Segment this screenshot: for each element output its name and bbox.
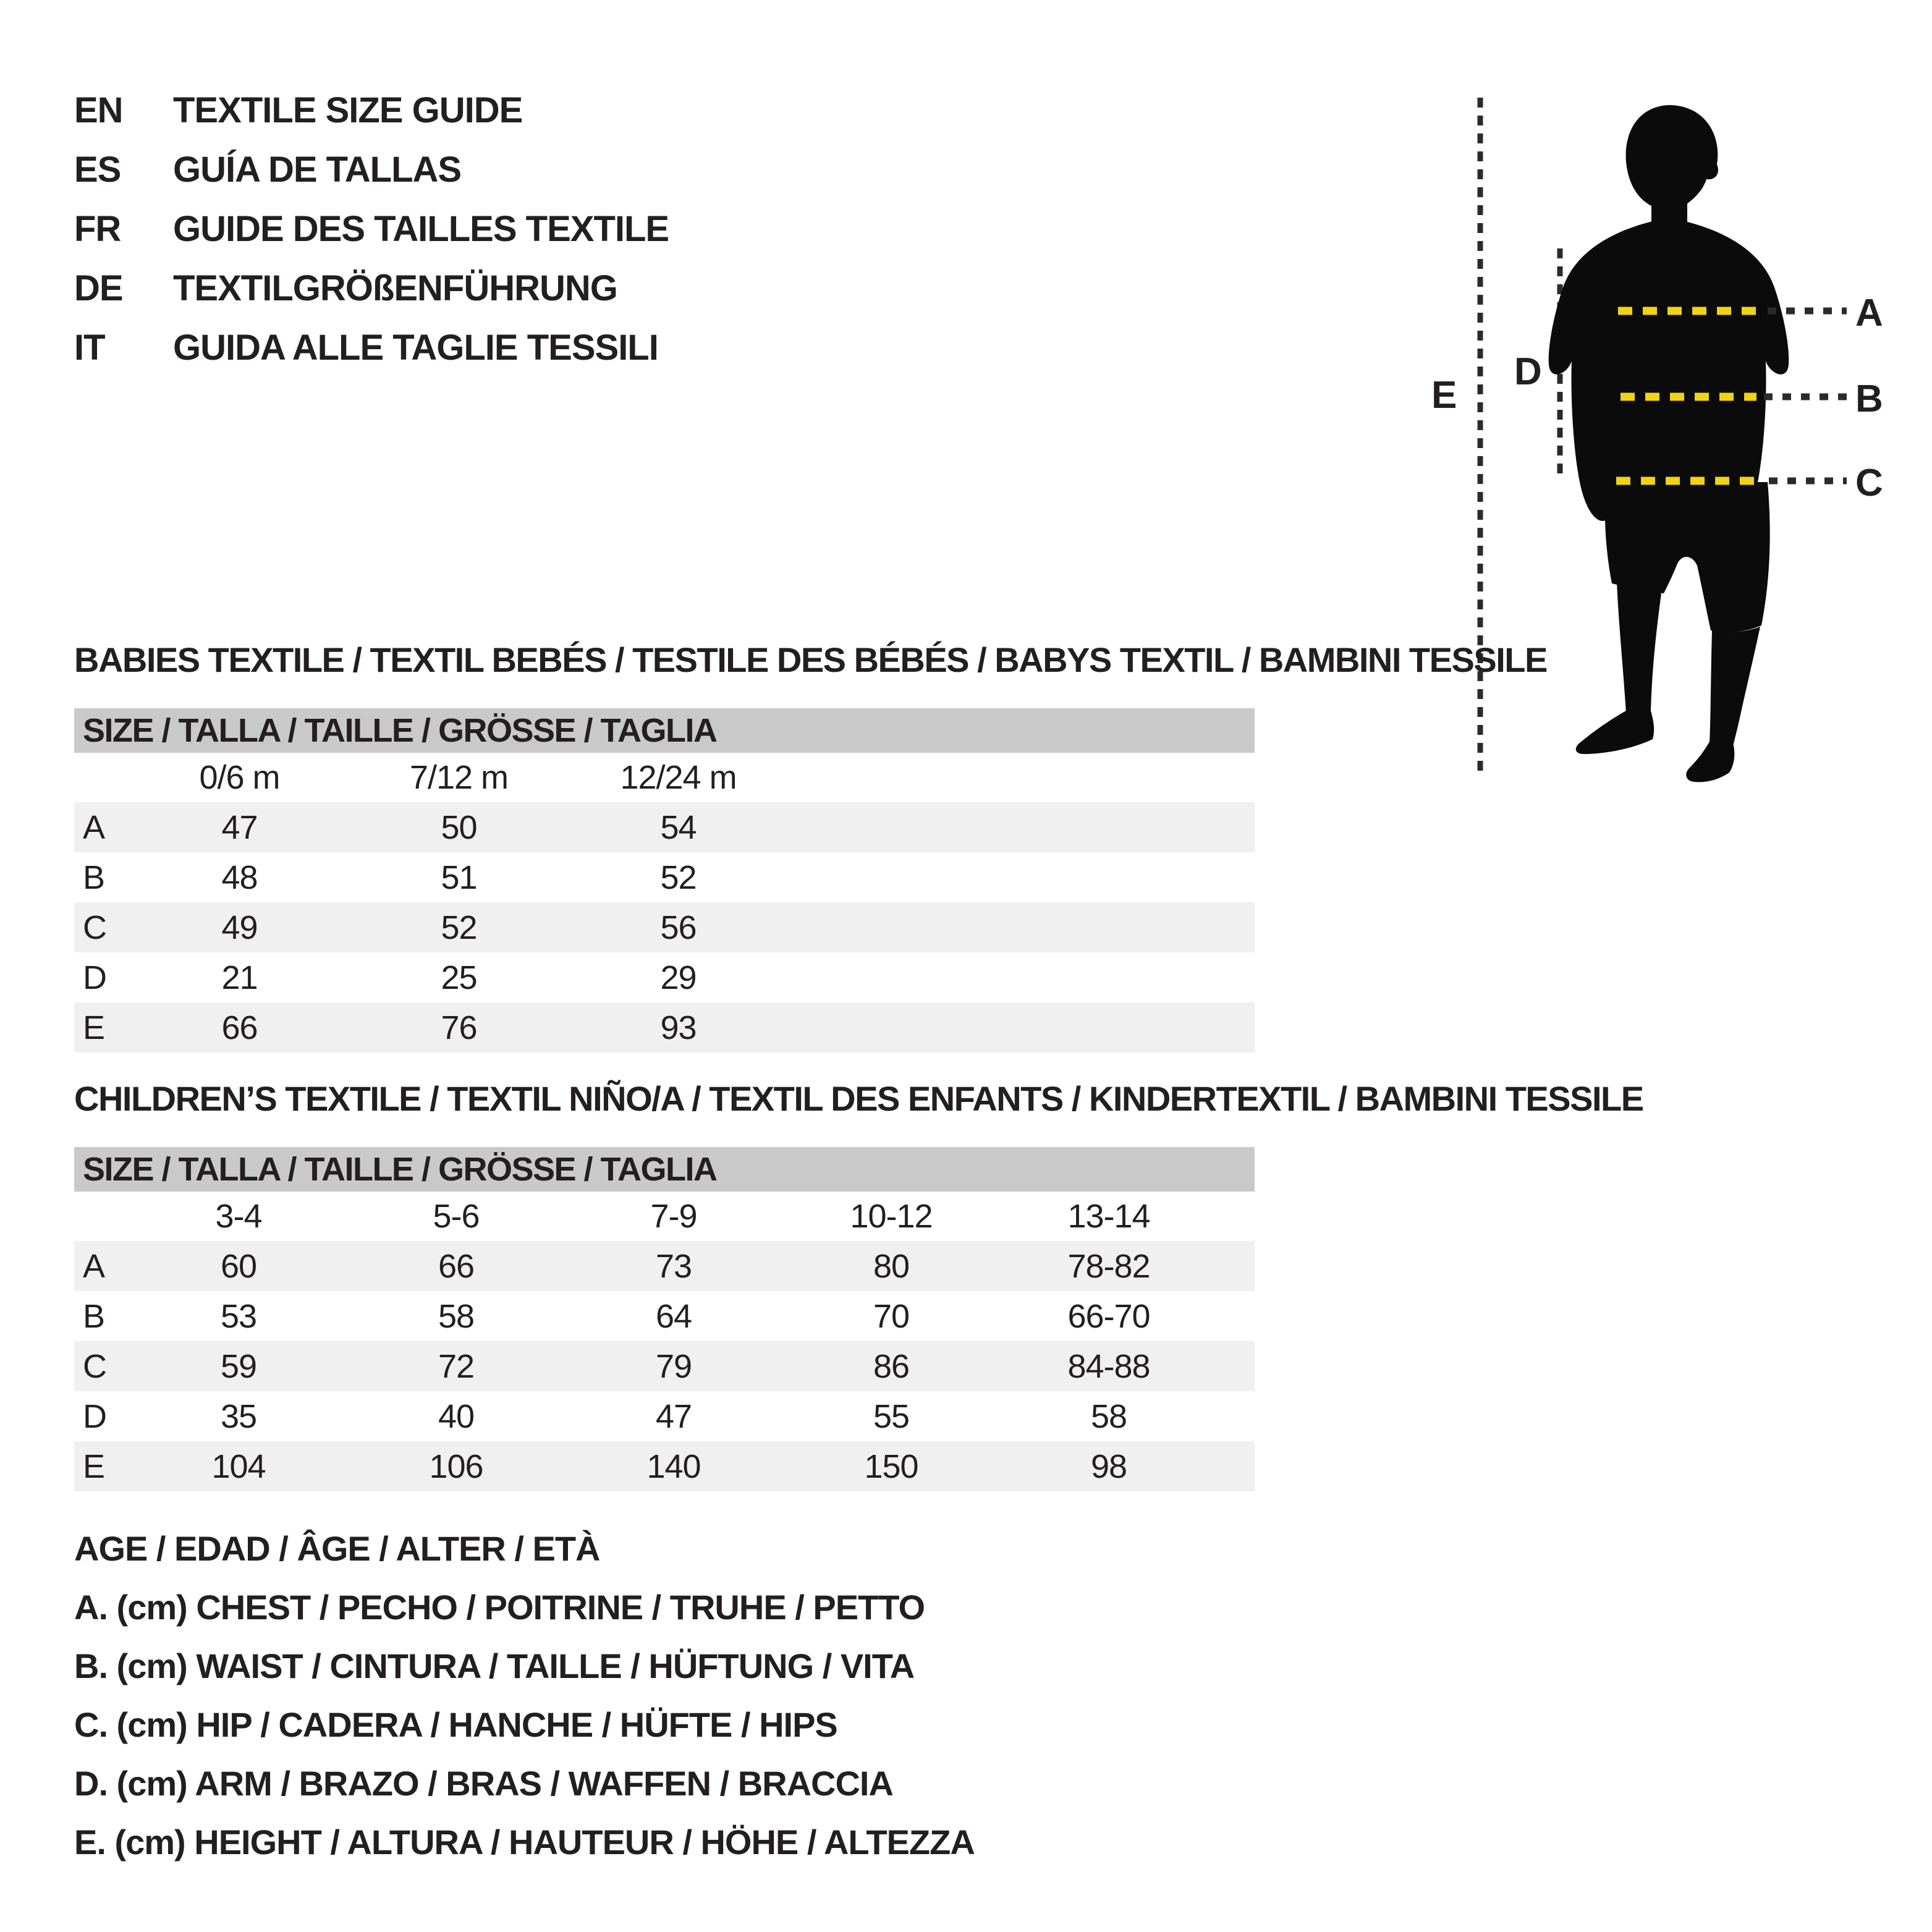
children-col-header: 7-9 <box>650 1198 697 1235</box>
row-label: B <box>83 858 105 896</box>
children-size-header-band: SIZE / TALLA / TAILLE / GRÖSSE / TAGLIA <box>74 1147 1255 1192</box>
lang-title: GUIDE DES TAILLES TEXTILE <box>173 208 669 249</box>
measurement-figure <box>1421 74 1885 803</box>
cell-value: 29 <box>660 959 697 996</box>
table-row <box>74 1341 1255 1391</box>
row-label: A <box>83 808 105 846</box>
lang-row-it <box>74 318 669 377</box>
table-row <box>74 902 1255 952</box>
cell-value: 84-88 <box>1067 1347 1150 1385</box>
cell-value: 76 <box>441 1009 477 1046</box>
cell-value: 58 <box>1090 1397 1127 1435</box>
lang-title: TEXTILE SIZE GUIDE <box>173 90 523 130</box>
cell-value: 47 <box>221 808 258 846</box>
legend-hip: C. (cm) HIP / CADERA / HANCHE / HÜFTE / HIPS <box>74 1705 837 1744</box>
language-title-list <box>74 80 669 377</box>
legend-height: E. (cm) HEIGHT / ALTURA / HAUTEUR / HÖHE / ALTEZZA <box>74 1823 975 1862</box>
figure-label-e: E <box>1431 374 1457 417</box>
cell-value: 79 <box>655 1347 692 1385</box>
measurement-legend <box>74 1519 975 1871</box>
lang-row-de <box>74 258 669 318</box>
table-row <box>74 1291 1255 1341</box>
lang-code: ES <box>74 149 121 190</box>
lang-title: TEXTILGRÖßENFÜHRUNG <box>173 268 617 308</box>
children-col-header: 3-4 <box>215 1198 262 1235</box>
lang-code: DE <box>74 268 123 308</box>
cell-value: 72 <box>438 1347 475 1385</box>
row-label: E <box>83 1447 105 1485</box>
babies-section-title: BABIES TEXTILE / TEXTIL BEBÉS / TESTILE DES BÉBÉS / BABYS TEXTIL / BAMBINI TESSILE <box>74 640 1547 679</box>
figure-label-b: B <box>1855 378 1883 420</box>
cell-value: 93 <box>660 1009 697 1046</box>
cell-value: 50 <box>441 808 477 846</box>
cell-value: 59 <box>220 1347 257 1385</box>
cell-value: 98 <box>1090 1447 1127 1485</box>
figure-label-c: C <box>1855 462 1883 504</box>
cell-value: 40 <box>438 1397 475 1435</box>
table-row <box>74 802 1255 852</box>
lang-title: GUÍA DE TALLAS <box>173 149 462 190</box>
row-label: A <box>83 1247 105 1285</box>
table-row <box>74 852 1255 902</box>
cell-value: 35 <box>220 1397 257 1435</box>
lang-row-en <box>74 80 669 140</box>
cell-value: 150 <box>864 1447 918 1485</box>
children-section-title: CHILDREN’S TEXTILE / TEXTIL NIÑO/A / TEXTIL DES ENFANTS / KINDERTEXTIL / BAMBINI TESSILE <box>74 1079 1643 1118</box>
children-col-header: 13-14 <box>1067 1198 1150 1235</box>
child-silhouette-diagram <box>1421 74 1885 803</box>
cell-value: 64 <box>655 1297 692 1335</box>
row-label: C <box>83 909 106 946</box>
babies-col-header: 12/24 m <box>620 759 737 796</box>
child-silhouette <box>1549 105 1789 782</box>
babies-col-header: 0/6 m <box>199 759 280 796</box>
children-size-table <box>74 1147 1255 1491</box>
babies-size-header-band: SIZE / TALLA / TAILLE / GRÖSSE / TAGLIA <box>74 708 1255 753</box>
cell-value: 58 <box>438 1297 475 1335</box>
lang-title: GUIDA ALLE TAGLIE TESSILI <box>173 327 658 368</box>
cell-value: 66-70 <box>1067 1297 1150 1335</box>
legend-waist: B. (cm) WAIST / CINTURA / TAILLE / HÜFTUNG / VITA <box>74 1646 915 1685</box>
babies-size-table <box>74 708 1255 1053</box>
lang-code: FR <box>74 208 121 249</box>
cell-value: 55 <box>873 1397 910 1435</box>
lang-row-fr <box>74 199 669 258</box>
cell-value: 78-82 <box>1067 1247 1150 1285</box>
table-row <box>74 1241 1255 1291</box>
table-row <box>74 952 1255 1002</box>
cell-value: 47 <box>655 1397 692 1435</box>
figure-label-a: A <box>1855 292 1883 334</box>
row-label: C <box>83 1347 106 1385</box>
cell-value: 54 <box>660 808 697 846</box>
row-label: B <box>83 1297 105 1335</box>
cell-value: 49 <box>221 909 258 946</box>
cell-value: 21 <box>221 959 258 996</box>
cell-value: 104 <box>211 1447 266 1485</box>
cell-value: 73 <box>655 1247 692 1285</box>
cell-value: 51 <box>441 858 477 896</box>
cell-value: 53 <box>220 1297 257 1335</box>
cell-value: 56 <box>660 909 697 946</box>
row-label: E <box>83 1009 105 1046</box>
babies-col-header: 7/12 m <box>409 759 509 796</box>
children-col-header: 10-12 <box>850 1198 933 1235</box>
table-row <box>74 1441 1255 1491</box>
legend-chest: A. (cm) CHEST / PECHO / POITRINE / TRUHE / PETTO <box>74 1588 925 1627</box>
legend-age: AGE / EDAD / ÂGE / ALTER / ETÀ <box>74 1529 600 1568</box>
cell-value: 80 <box>873 1247 910 1285</box>
lang-code: IT <box>74 327 105 368</box>
table-row <box>74 1391 1255 1441</box>
cell-value: 86 <box>873 1347 910 1385</box>
figure-label-d: D <box>1514 350 1541 393</box>
table-row <box>74 1002 1255 1053</box>
cell-value: 52 <box>660 858 697 896</box>
row-label: D <box>83 959 106 996</box>
lang-code: EN <box>74 90 123 130</box>
cell-value: 140 <box>646 1447 701 1485</box>
cell-value: 60 <box>220 1247 257 1285</box>
babies-column-header-row <box>74 753 1255 802</box>
cell-value: 106 <box>429 1447 483 1485</box>
legend-arm: D. (cm) ARM / BRAZO / BRAS / WAFFEN / BRACCIA <box>74 1764 893 1803</box>
cell-value: 70 <box>873 1297 910 1335</box>
cell-value: 48 <box>221 858 258 896</box>
lang-row-es <box>74 140 669 199</box>
cell-value: 25 <box>441 959 477 996</box>
cell-value: 52 <box>441 909 477 946</box>
cell-value: 66 <box>438 1247 475 1285</box>
row-label: D <box>83 1397 106 1435</box>
children-col-header: 5-6 <box>433 1198 480 1235</box>
cell-value: 66 <box>221 1009 258 1046</box>
children-column-header-row <box>74 1192 1255 1241</box>
